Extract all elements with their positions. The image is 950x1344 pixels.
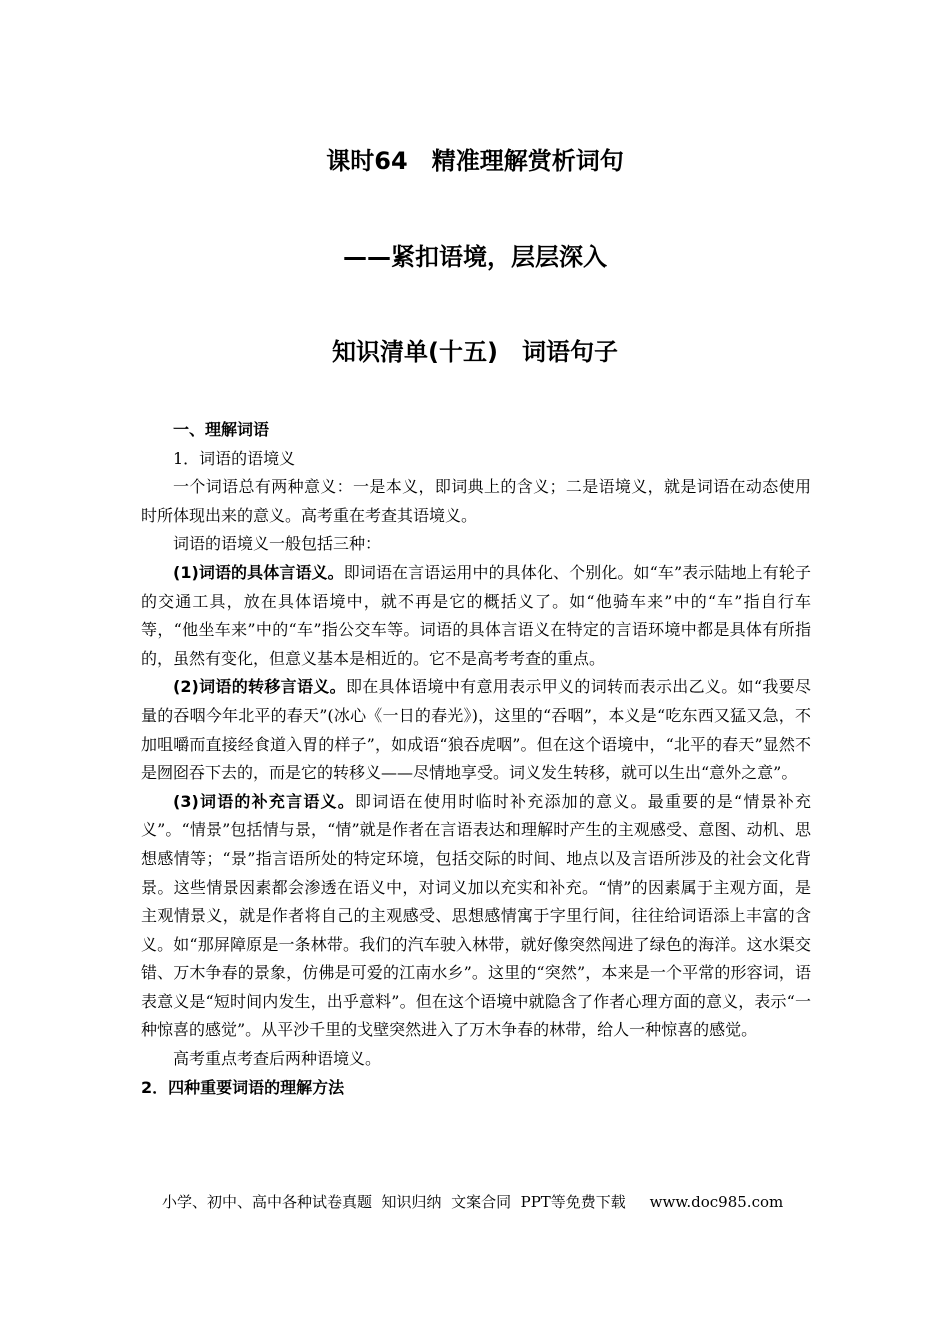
paragraph-exam-focus: 高考重点考查后两种语境义。	[173, 1049, 382, 1069]
page-footer: 小学、初中、高中各种试卷真题 知识归纳 文案合同 PPT等免费下载 www.doc985.com	[162, 1193, 784, 1211]
label-concrete-meaning: (1)词语的具体言语义。	[173, 562, 344, 582]
label-supplementary-meaning: (3)词语的补充言语义。	[173, 791, 355, 811]
heading-four-methods: 2．四种重要词语的理解方法	[141, 1077, 345, 1097]
label-transferred-meaning: (2)词语的转移言语义。	[173, 677, 346, 697]
section-number: 知识清单(十五)	[332, 338, 498, 366]
text-concrete-meaning: 即词语在言语运用中的具体化、个别化。如“车”表示陆地上有轮子的交通工具，放在具体语境中，就不再是它的概括义了。如“他骑车来”中的“车”指自行车等，“他坐车来”中的“车”指公交车等。词语的具体言语义在特定的言语环境中都是具体有所指的，虽然有变化，但意义基本是相近的。它不是高考考查的重点。	[141, 562, 811, 668]
paragraph-supplementary-meaning	[141, 788, 811, 1045]
paragraph-intro: 一个词语总有两种意义：一是本义，即词典上的含义；二是语境义，就是词语在动态使用时所体现出来的意义。高考重在考查其语境义。	[141, 477, 811, 525]
lesson-name: 精准理解赏析词句	[431, 147, 624, 175]
section-title	[0, 337, 950, 367]
lesson-subtitle: ——紧扣语境，层层深入	[343, 243, 607, 271]
paragraph-concrete-meaning	[141, 559, 811, 673]
section-name: 词语句子	[521, 338, 618, 366]
paragraph-transferred-meaning	[141, 673, 811, 787]
subheading-context-meaning: 1．词语的语境义	[173, 448, 296, 468]
lesson-title	[0, 146, 950, 176]
main-content	[141, 416, 811, 1102]
lesson-number: 课时64	[326, 147, 408, 175]
paragraph-three-types: 词语的语境义一般包括三种：	[173, 534, 382, 554]
heading-understand-words: 一、理解词语	[173, 420, 270, 439]
text-transferred-meaning: 即在具体语境中有意用表示甲义的词转而表示出乙义。如“我要尽量的吞咽今年北平的春天”(冰心《一日的春光》)，这里的“吞咽”，本义是“吃东西又猛又急，不加咀嚼而直接经食道入胃的样子”，如成语“狼吞虎咽”。但在这个语境中，“北平的春天”显然不是囫囵吞下去的，而是它的转移义——尽情地享受。词义发生转移，就可以生出“意外之意”。	[141, 677, 811, 783]
text-supplementary-meaning: 即词语在使用时临时补充添加的意义。最重要的是“情景补充义”。“情景”包括情与景，“情”就是作者在言语表达和理解时产生的主观感受、意图、动机、思想感情等；“景”指言语所处的特定环境，包括交际的时间、地点以及言语所涉及的社会文化背景。这些情景因素都会渗透在语义中，对词义加以充实和补充。“情”的因素属于主观方面，是主观情景义，就是作者将自己的主观感受、思想感情寓于字里行间，往往给词语添上丰富的含义。如“那屏障原是一条林带。我们的汽车驶入林带，就好像突然闯进了绿色的海洋。这水渠交错、万木争春的景象，仿佛是可爱的江南水乡”。这里的“突然”，本来是一个平常的形容词，语表意义是“短时间内发生，出乎意料”。但在这个语境中就隐含了作者心理方面的意义，表示“一种惊喜的感觉”。从平沙千里的戈壁突然进入了万木争春的林带，给人一种惊喜的感觉。	[141, 791, 811, 1040]
